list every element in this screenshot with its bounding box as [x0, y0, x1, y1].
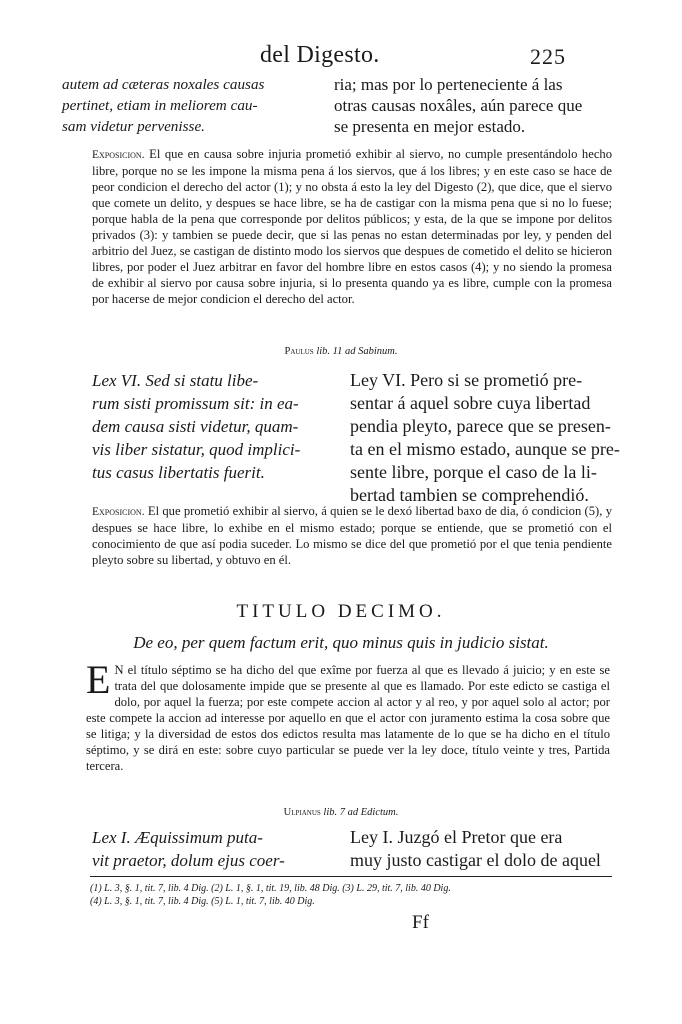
source-reference: lib. 7 ad Edictum.: [323, 807, 399, 818]
spanish-column: [350, 369, 620, 507]
footnote-line: (1) L. 3, §. 1, tit. 7, lib. 4 Dig. (2) L. 1, §. 1, tit. 19, lib. 48 Dig. (3) L. 29, tit. 7, lib. 40 Dig.: [90, 883, 451, 894]
exposicion-paragraph: [92, 503, 612, 568]
exposicion-text: El que en causa sobre injuria prometió exhibir al siervo, no cumple presentándolo hecho libre, porque no se les impone la misma pena á los siervos, que á los libres; y en este caso se hace de peor condicion el derecho del actor (1); y no obsta á esto la ley del Digesto (2), que dice, que el siervo que comete un delito, y despues se hace libre, se ha de castigar con la misma pena que si no lo fuese; porque habla de la pena que corresponde por delitos públicos; y esta, de la que se impone por delitos privados (3): y tambien se puede decir, que si las penas no estan determinadas por ley, y penden del arbitrio del Juez, se castigan de distinto modo los siervos que despues de cometido el delito se hicieron libres, por poder el Juez arbitrar en favor del hombre libre en estos casos (4); y no siendo la promesa de exhibir al siervo por causa sobre injuria, si lo presenta quando ya es libre, cumple con la promesa por hacerse de mejor condicion el derecho del actor.: [92, 147, 612, 306]
footnote-line: (4) L. 3, §. 1, tit. 7, lib. 4 Dig. (5) L. 1, tit. 7, lib. 40 Dig.: [90, 896, 315, 907]
latin-line: rum sisti promissum sit: in ea-: [92, 394, 299, 413]
spanish-line: bertad tambien se comprehendió.: [350, 485, 589, 505]
spanish-line: pendia pleyto, parece que se presen-: [350, 416, 611, 436]
latin-line: Lex VI. Sed si statu libe-: [92, 371, 259, 390]
source-author: Paulus: [284, 346, 314, 357]
latin-line: vit praetor, dolum ejus coer-: [92, 851, 285, 870]
source-citation: [0, 807, 682, 818]
latin-line: Lex I. Æquissimum puta-: [92, 828, 263, 847]
latin-column: [92, 369, 314, 507]
intro-paragraph: [86, 657, 610, 774]
spanish-line: otras causas noxâles, aún parece que: [334, 96, 583, 115]
latin-column: [92, 826, 314, 872]
continued-text-columns: [62, 74, 622, 137]
titulo-subtitle: De eo, per quem factum erit, quo minus quis in judicio sistat.: [133, 633, 549, 652]
exposicion-text: El que prometió exhibir al siervo, á quien se le dexó libertad baxo de dia, ó condicion (5), y despues se hace libre, lo exhibe en el mismo estado; porque se entiende, que se prometió con el conocimiento de que así podia suceder. Lo mismo se dice del que prometió por el que tenia pendiente pleyto sobre su libertad, y obtuvo en él.: [92, 504, 612, 567]
spanish-line: Ley I. Juzgó el Pretor que era: [350, 827, 563, 847]
latin-line: vis liber sistatur, quod implici-: [92, 440, 301, 459]
latin-line: autem ad cæteras noxales causas: [62, 76, 265, 93]
exposicion-paragraph: [92, 146, 612, 307]
spanish-line: muy justo castigar el dolo de aquel: [350, 850, 601, 870]
exposicion-label: Exposicion.: [92, 149, 145, 161]
lex-vi-columns: [92, 369, 620, 507]
spanish-line: se presenta en mejor estado.: [334, 117, 526, 136]
page-number: 225: [530, 44, 566, 69]
running-head: [0, 42, 682, 72]
latin-line: dem causa sisti videtur, quam-: [92, 417, 299, 436]
lex-i-columns: [92, 826, 612, 872]
source-reference: lib. 11 ad Sabinum.: [316, 346, 398, 357]
latin-line: tus casus libertatis fuerit.: [92, 463, 265, 482]
titulo-heading: TITULO DECIMO.: [236, 601, 446, 622]
spanish-line: ria; mas por lo perteneciente á las: [334, 75, 563, 94]
latin-line: sam videtur pervenisse.: [62, 118, 205, 135]
footnote-rule: [90, 876, 612, 877]
footnotes: [90, 882, 614, 908]
source-author: Ulpianus: [283, 807, 321, 818]
spanish-column: [334, 74, 622, 137]
drop-cap: E: [86, 657, 111, 702]
page-title: del Digesto.: [260, 42, 380, 68]
spanish-column: [350, 826, 612, 872]
spanish-line: ta en el mismo estado, aunque se pre-: [350, 439, 620, 459]
signature-mark: Ff: [412, 912, 429, 933]
spanish-line: sente libre, porque el caso de la li-: [350, 462, 597, 482]
spanish-line: sentar á aquel sobre cuya libertad: [350, 393, 591, 413]
latin-line: pertinet, etiam in meliorem cau-: [62, 97, 258, 114]
spanish-line: Ley VI. Pero si se prometió pre-: [350, 370, 583, 390]
latin-column: [62, 74, 314, 137]
intro-text: N el título séptimo se ha dicho del que exîme por fuerza al que es llevado á juicio; y en este se trata del que dolosamente impide que se presente al que es llamado. Por este edicto se castiga el dolo, por aquel la fuerza; por este compete accion al actor y al reo, y por aquel solo al actor; por este compete la accion ad interesse por aquello en que el actor con juramento estima la cosa sobre que se litiga; y la diversidad de estos dos edictos resulta mas latamente de lo que se ha dicho en el título séptimo, y se dirá en este: sobre cuyo particular se puede ver la ley doce, título veinte y tres, Partida tercera.: [86, 663, 610, 773]
exposicion-label: Exposicion.: [92, 506, 145, 518]
source-citation: [0, 346, 682, 357]
